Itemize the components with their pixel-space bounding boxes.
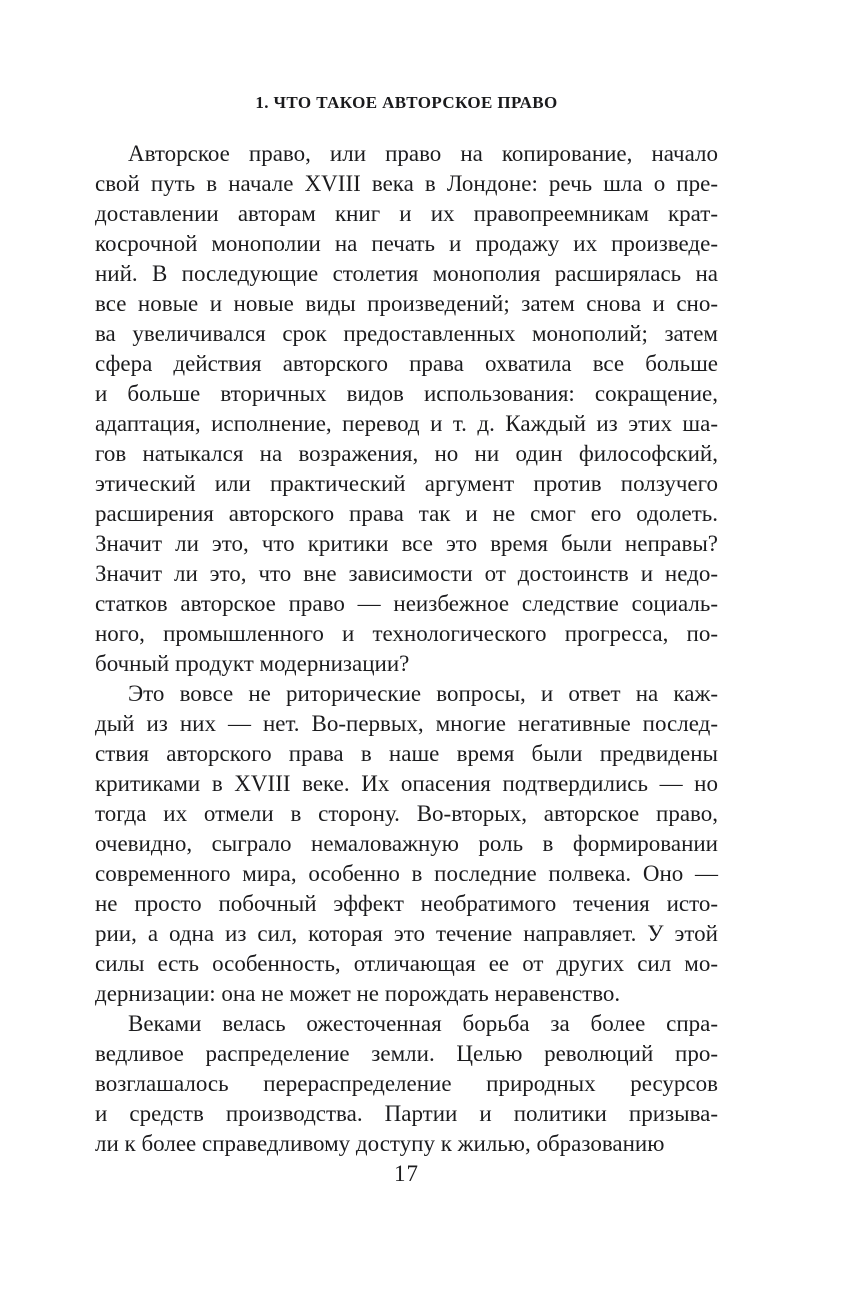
text-line: и средств производства. Партии и политики призыва- xyxy=(95,1101,718,1126)
text-line: и больше вторичных видов использования: сокращение, xyxy=(95,381,718,406)
text-line: Это вовсе не риторические вопросы, и ответ на каж- xyxy=(128,681,718,706)
text-line: гов натыкался на возражения, но ни один философский, xyxy=(95,441,718,466)
text-line: ствия авторского права в наше время были предвидены xyxy=(95,741,718,766)
text-line: ли к более справедливому доступу к жилью, образованию xyxy=(95,1131,665,1156)
text-line: свой путь в начале XVIII века в Лондоне: речь шла о пре- xyxy=(95,171,718,196)
running-head: 1. ЧТО ТАКОЕ АВТОРСКОЕ ПРАВО xyxy=(255,93,558,112)
paragraph xyxy=(95,679,718,1009)
text-line: все новые и новые виды произведений; затем снова и сно- xyxy=(95,291,718,316)
text-line: не просто побочный эффект необратимого течения исто- xyxy=(95,891,718,916)
text-line: рии, а одна из сил, которая это течение направляет. У этой xyxy=(95,921,718,946)
text-line: расширения авторского права так и не смог его одолеть. xyxy=(95,501,718,526)
text-line: косрочной монополии на печать и продажу их произведе- xyxy=(95,231,718,256)
text-line: адаптация, исполнение, перевод и т. д. Каждый из этих ша- xyxy=(95,411,718,436)
text-line: дернизации: она не может не порождать неравенство. xyxy=(95,981,621,1006)
text-line: современного мира, особенно в последние полвека. Оно — xyxy=(95,861,718,886)
text-line: Значит ли это, что вне зависимости от достоинств и недо- xyxy=(95,561,718,586)
text-line: ведливое распределение земли. Целью революций про- xyxy=(95,1041,718,1066)
text-line: критиками в XVIII веке. Их опасения подтвердились — но xyxy=(95,771,718,796)
text-line: ний. В последующие столетия монополия расширялась на xyxy=(95,261,718,286)
text-line: этический или практический аргумент против ползучего xyxy=(95,471,718,496)
text-line: Значит ли это, что критики все это время были неправы? xyxy=(95,531,718,556)
paragraph xyxy=(95,1009,718,1159)
text-line: бочный продукт модернизации? xyxy=(95,651,410,676)
text-line: доставлении авторам книг и их правопреемникам крат- xyxy=(95,201,718,226)
text-line: статков авторское право — неизбежное следствие социаль- xyxy=(95,591,718,616)
text-line: тогда их отмели в сторону. Во-вторых, авторское право, xyxy=(95,801,718,826)
text-line: очевидно, сыграло немаловажную роль в формировании xyxy=(95,831,718,856)
text-line: силы есть особенность, отличающая ее от других сил мо- xyxy=(95,951,718,976)
text-line: ва увеличивался срок предоставленных монополий; затем xyxy=(95,321,718,346)
text-line: возглашалось перераспределение природных ресурсов xyxy=(95,1071,718,1096)
text-line: дый из них — нет. Во-первых, многие негативные послед- xyxy=(95,711,718,736)
paragraph xyxy=(95,139,718,679)
text-line: ного, промышленного и технологического прогресса, по- xyxy=(95,621,718,646)
text-line: Веками велась ожесточенная борьба за более спра- xyxy=(128,1011,718,1036)
text-line: Авторское право, или право на копирование, начало xyxy=(128,141,718,166)
page-number: 17 xyxy=(394,1161,419,1186)
page-body xyxy=(95,139,718,1159)
text-line: сфера действия авторского права охватила все больше xyxy=(95,351,718,376)
